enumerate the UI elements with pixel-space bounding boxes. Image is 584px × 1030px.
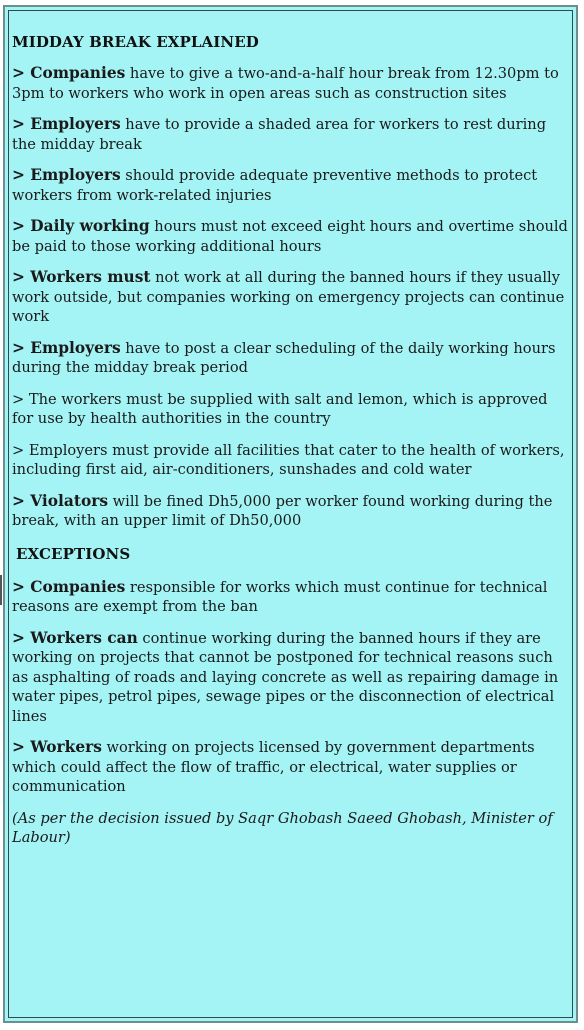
list-item-bold: > Workers must — [12, 268, 151, 286]
list-item — [12, 492, 568, 531]
info-box-content — [12, 33, 568, 862]
list-item — [12, 390, 568, 429]
list-item — [12, 166, 568, 205]
exception-item — [12, 738, 568, 797]
list-item-text: not work at all during the banned hours if they usually work outside, but companies working on emergency projects can continue work — [12, 269, 565, 325]
exception-item-bold: > Workers can — [12, 628, 138, 647]
list-item — [12, 64, 568, 103]
exception-item — [12, 629, 568, 727]
section-heading-exceptions: EXCEPTIONS — [16, 544, 131, 563]
list-item-text: have to give a two-and-a-half hour break from 12.30pm to 3pm to workers who work in open areas such as construction sites — [12, 65, 559, 102]
info-box — [3, 5, 578, 1023]
list-item-text: have to post a clear scheduling of the daily working hours during the midday break period — [12, 339, 556, 376]
list-item-text: hours must not exceed eight hours and overtime should be paid to those working additional hours — [12, 218, 568, 255]
footnote-attribution: (As per the decision issued by Saqr Ghobash Saeed Ghobash, Minister of Labour) — [12, 809, 553, 846]
exception-item-text: responsible for works which must continue for technical reasons are exempt from the ban — [12, 578, 548, 615]
list-item-bold: > Employers — [12, 166, 121, 184]
list-item — [12, 115, 568, 154]
exception-item-text: working on projects licensed by government departments which could affect the flow of traffic, or electrical, water supplies or communication — [12, 739, 535, 795]
list-item-text: have to provide a shaded area for workers to rest during the midday break — [12, 116, 547, 153]
list-item-bold: > Companies — [12, 64, 126, 82]
list-item-text: > Employers must provide all facilities that cater to the health of workers, including first aid, air-conditioners, sunshades and cold water — [12, 441, 565, 478]
list-item — [12, 217, 568, 256]
exception-item-text: continue working during the banned hours if they are working on projects that cannot be postponed for technical reasons such as asphalting of roads and laying concrete as well as repairing damage in water pipes, petrol pipes, sewage pipes or the disconnection of electrical lines — [12, 629, 559, 725]
section-heading-midday-break: MIDDAY BREAK EXPLAINED — [12, 33, 259, 51]
list-item-bold: > Violators — [12, 491, 109, 510]
exception-item — [12, 578, 568, 617]
list-item — [12, 268, 568, 327]
list-item-bold: > Daily working — [12, 217, 150, 235]
list-item-bold: > Employers — [12, 338, 121, 357]
list-item-text: will be fined Dh5,000 per worker found working during the break, with an upper limit of Dh50,000 — [12, 492, 553, 529]
list-item-text: should provide adequate preventive methods to protect workers from work-related injuries — [12, 167, 538, 204]
page-edge-mark — [0, 575, 2, 605]
exception-item-bold: > Workers — [12, 738, 102, 756]
list-item — [12, 339, 568, 378]
list-item-bold: > Employers — [12, 115, 121, 133]
list-item — [12, 441, 568, 480]
exception-item-bold: > Companies — [12, 577, 126, 596]
list-item-text: > The workers must be supplied with salt and lemon, which is approved for use by health authorities in the country — [12, 390, 548, 427]
